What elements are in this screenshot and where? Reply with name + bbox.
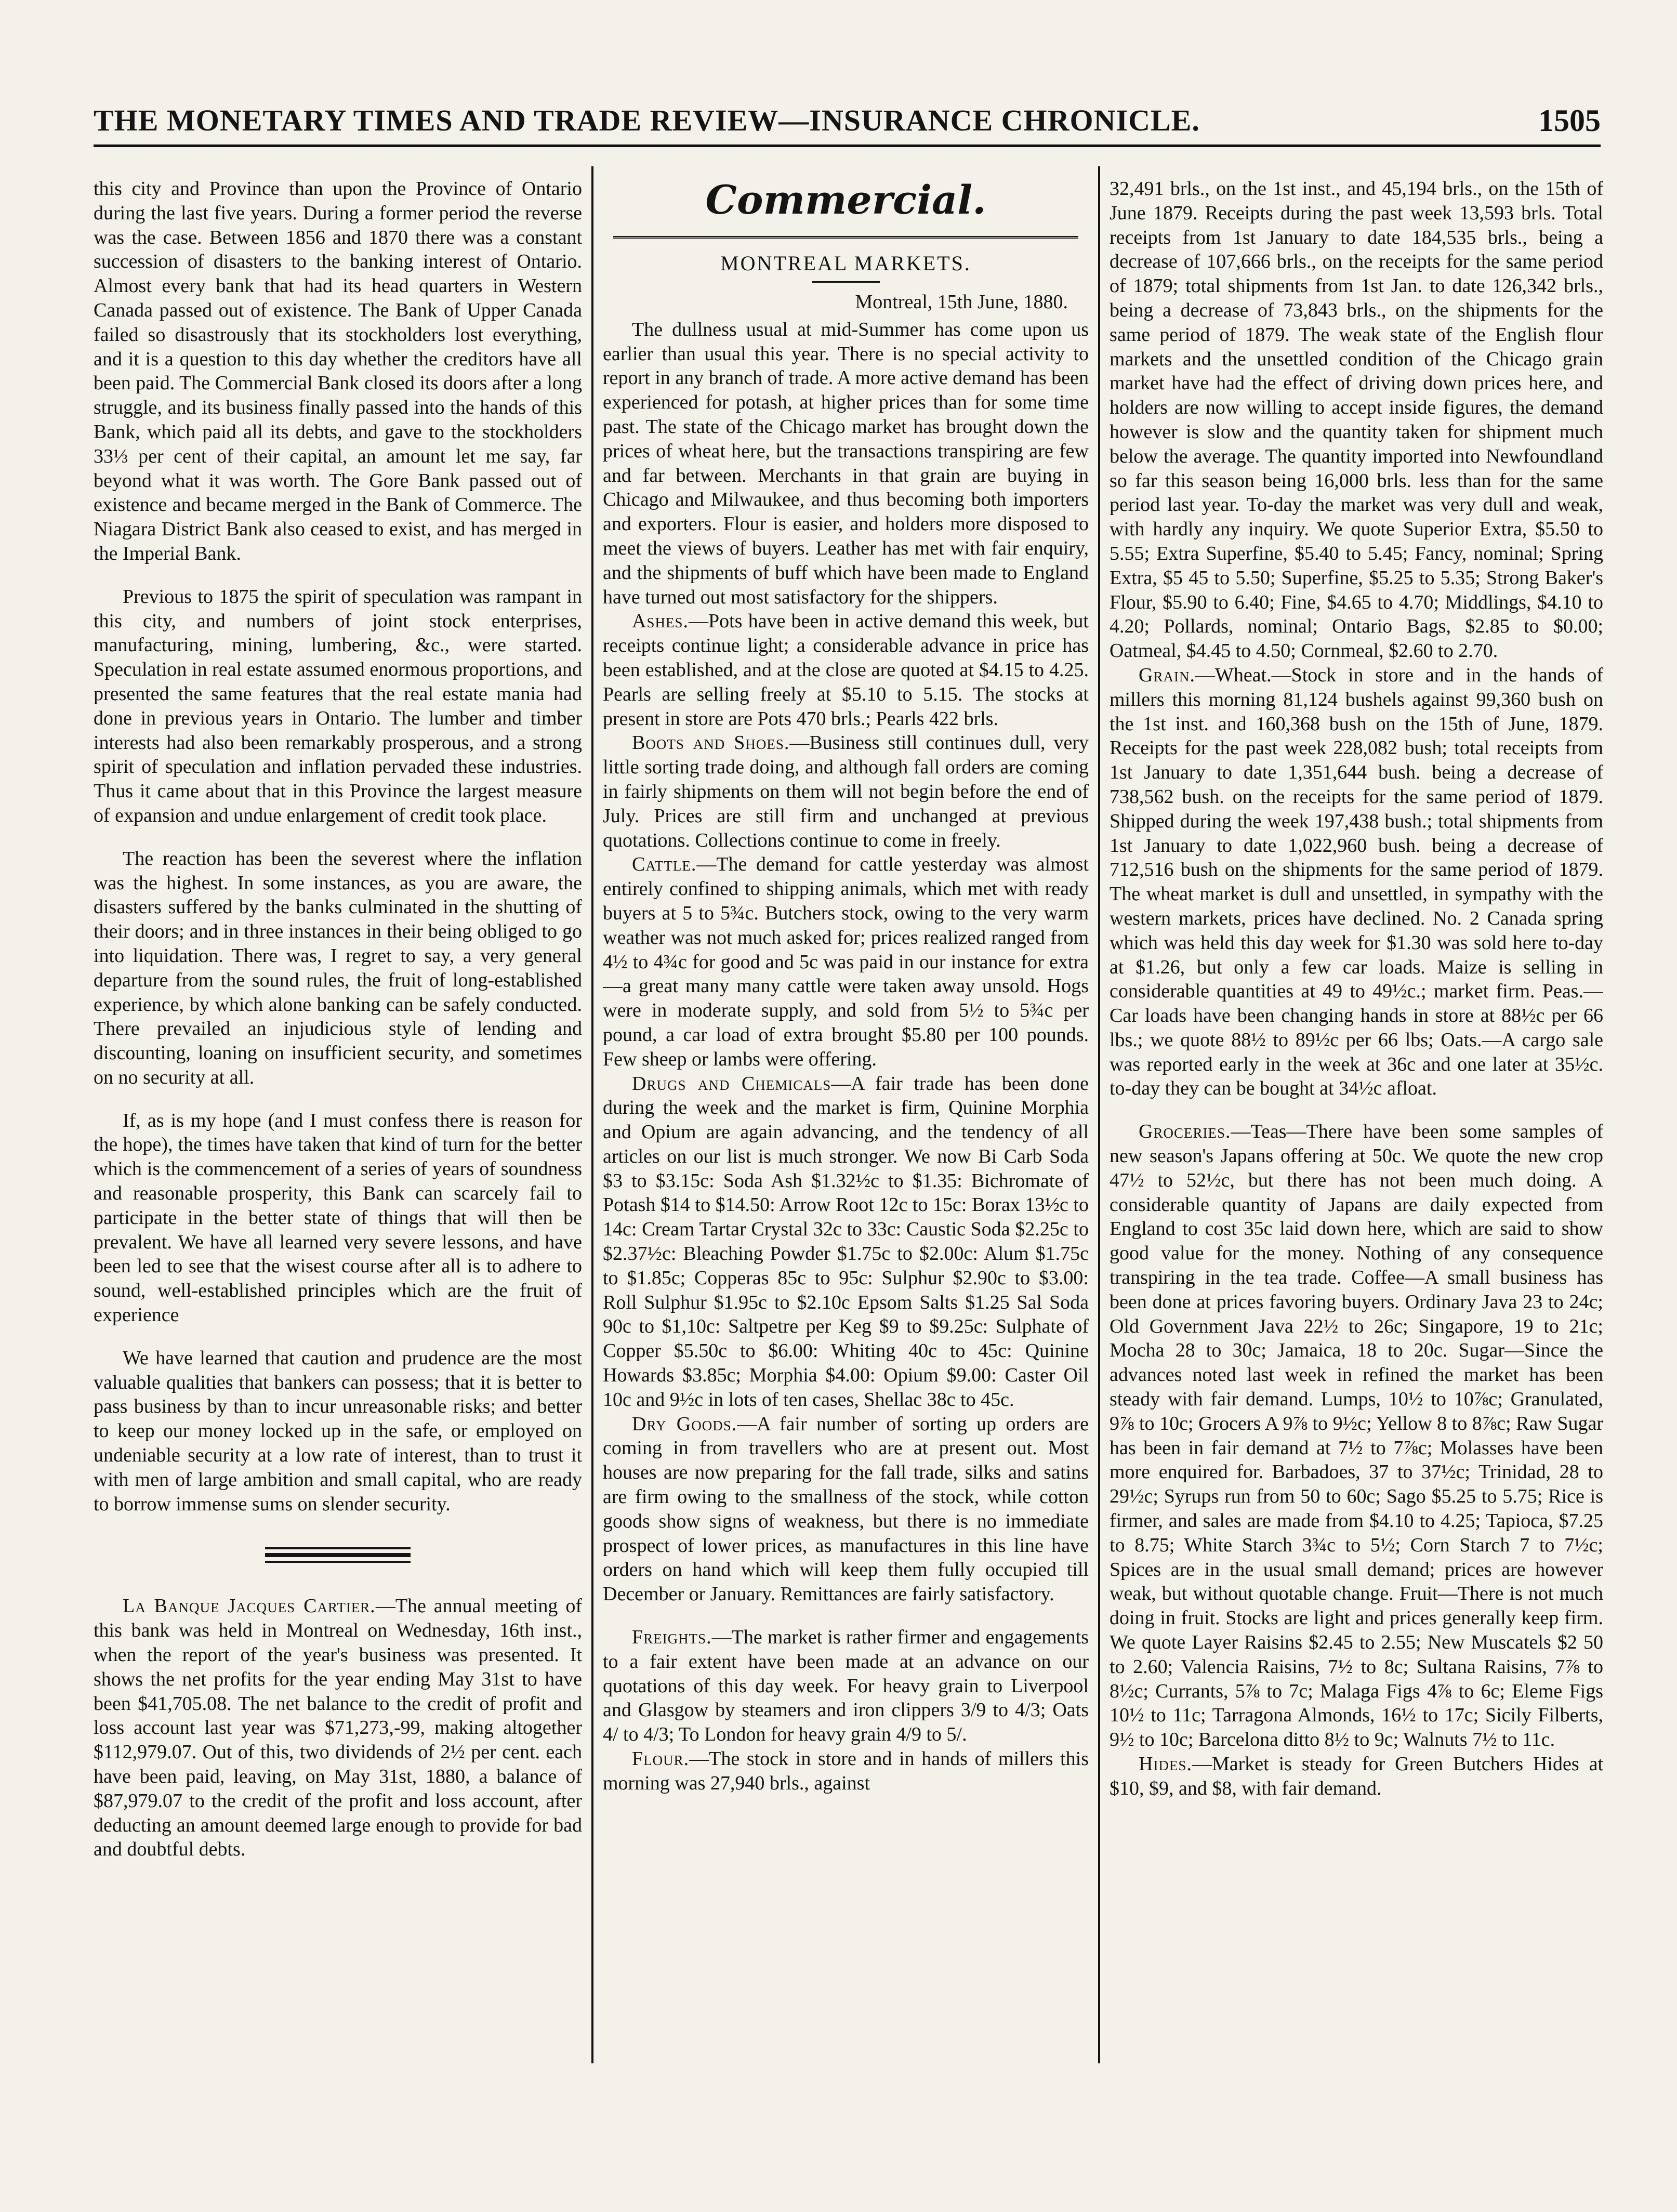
masthead-title: THE MONETARY TIMES AND TRADE REVIEW—INSURANCE CHRONICLE. — [94, 103, 1200, 137]
column-rule-right — [1098, 166, 1100, 2063]
cattle-text: —The demand for cattle yesterday was almost entirely confined to shipping animals, which met with ready buyers at 5 to 5¾c. Butchers stock, owing to the very warm weather was not much asked for; prices realized ranged from 4½ to 4¾c for good and 5c was paid in our instance for extra—a great many many cattle were taken away unsold. Hogs were in moderate supply, and sold from 5½ to 5¾c per pound, a car load of extra brought $5.80 per 100 pounds. Few sheep or lambs were offering. — [603, 853, 1089, 1070]
article-paragraph: We have learned that caution and prudence are the most valuable qualities that bankers can possess; that it is better to pass business by than to incur unreasonable risks; and better to keep our money locked up in the safe, or employed on undeniable security at a low rate of interest, than to trust it with men of large ambition and small capital, who are ready to borrow immense sums on slender security. — [94, 1347, 582, 1515]
groceries-paragraph — [1110, 1120, 1603, 1752]
boots-paragraph — [603, 731, 1089, 852]
freights-text: —The market is rather firmer and engagements to a fair extent have been made at an advance on our quotations of this day week. For heavy grain to Liverpool and Glasgow by steamers and iron clippers 3/9 to 4/3; Oats 4/ to 4/3; To London for heavy grain 4/9 to 5/. — [603, 1626, 1089, 1746]
page-number: 1505 — [1538, 103, 1601, 138]
flour-continued: 32,491 brls., on the 1st inst., and 45,194 brls., on the 15th of June 1879. Receipts during the past week 13,593 brls. Total receipts from 1st January to date 184,535 brls., being a decrease of 107,666 brls., on the receipts for the same period of 1879; total shipments from 1st Jan. to date 126,342 brls., being a decrease of 73,843 brls., on the shipments for the same period of 1879. The weak state of the English flour markets and the unsettled condition of the Chicago grain market have had the effect of driving down prices here, and holders are now willing to accept inside figures, the demand however is slow and the quantity taken for shipment much below the average. The quantity imported into Newfoundland so far this season being 16,000 brls. less than for the same period last year. To-day the market was very dull and weak, with hardly any inquiry. We quote Superior Extra, $5.50 to 5.55; Extra Superfine, $5.40 to 5.45; Fancy, nominal; Spring Extra, $5 45 to 5.50; Superfine, $5.25 to 5.35; Strong Baker's Flour, $5.90 to 6.40; Fine, $4.65 to 4.70; Middlings, $4.10 to 4.20; Pollards, nominal; Ontario Bags, $2.85 to $0.00; Oatmeal, $4.45 to 4.50; Cornmeal, $2.60 to 2.70. — [1110, 178, 1603, 662]
ashes-heading: Ashes. — [632, 610, 689, 633]
freights-paragraph — [603, 1625, 1089, 1747]
dry-goods-heading: Dry Goods. — [632, 1413, 737, 1435]
article-paragraph: The reaction has been the severest where the inflation was the highest. In some instances, as you are aware, the disasters suffered by the banks culminated in the shutting of their doors; and in three instances in their being obliged to go into liquidation. There was, I regret to say, a very general departure from the sound rules, the fruit of long-established experience, by which alone banking can be safely conducted. There prevailed an injudicious style of lending and discounting, loaning on insufficient security, and sometimes on no security at all. — [94, 847, 582, 1088]
groceries-heading: Groceries. — [1139, 1121, 1231, 1143]
intro-paragraph: The dullness usual at mid-Summer has come upon us earlier than usual this year. There is no special activity to report in any branch of trade. A more active demand has been experienced for potash, at higher prices than for some time past. The state of the Chicago market has brought down the prices of wheat here, but the transactions transpiring are few and far between. Merchants in that grain are buying in Chicago and Milwaukee, and thus becoming both importers and exporters. Flour is easier, and holders more disposed to meet the views of buyers. Leather has met with fair enquiry, and the shipments of buff which have been made to England have turned out most satisfactory for the shippers. — [603, 318, 1089, 608]
banque-article — [94, 1594, 582, 1862]
cattle-heading: Cattle. — [632, 853, 697, 876]
column-1 — [94, 177, 582, 2048]
column-2 — [603, 177, 1089, 2048]
flour-paragraph — [603, 1747, 1089, 1796]
article-paragraph: If, as is my hope (and I must confess there is reason for the hope), the times have taken that kind of turn for the better which is the commencement of a series of years of soundness and reasonable prosperity, this Bank can scarcely fail to participate in the better state of things that will then be prevalent. We have all learned very severe lessons, and have been led to see that the wisest course after all is to adhere to sound, well-established principles which are the fruit of experience — [94, 1109, 582, 1326]
section-title: Commercial. — [705, 177, 986, 223]
ashes-paragraph — [603, 609, 1089, 731]
drugs-heading: Drugs and Chemicals — [632, 1072, 831, 1095]
ashes-text: —Pots have been in active demand this week, but receipts continue light; a considerable advance in price has been established, and at the close are quoted at $4.15 to 4.25. Pearls are selling freely at $5.10 to 5.15. The stocks at present in store are Pots 470 brls.; Pearls 422 brls. — [603, 610, 1089, 730]
markets-heading: MONTREAL MARKETS. — [720, 252, 971, 275]
freights-heading: Freights. — [632, 1626, 712, 1649]
boots-heading: Boots and Shoes. — [632, 732, 790, 754]
section-divider — [265, 1547, 411, 1563]
groceries-text: —Teas—There have been some samples of new season's Japans offering at 50c. We quote the new crop 47½ to 52½c, but there has not been much doing. A considerable quantity of Japans are daily expected from England to cost 35c laid down here, which are said to show good value for the money. Nothing of any consequence transpiring in the tea trade. Coffee—A small business has been done at prices favoring buyers. Ordinary Java 23 to 24c; Old Government Java 22½ to 26c; Singapore, 19 to 21c; Mocha 28 to 30c; Jamaica, 18 to 20c. Sugar—Since the advances noted last week in refined the market has been steady with fair demand. Lumps, 10½ to 10⅞c; Granulated, 9⅞ to 10c; Grocers A 9⅞ to 9½c; Yellow 8 to 8⅞c; Raw Sugar has been in fair demand at 7½ to 7⅞c; Molasses have been more enquired for. Barbadoes, 37 to 37½c; Trinidad, 28 to 29½c; Syrups run from 50 to 60c; Sago $5.25 to 5.75; Rice is firmer, and sales are made from $4.10 to 4.25; Tapioca, $7.25 to 8.75; White Starch 3¾c to 5½; Corn Starch 7 to 7½c; Spices are in the usual small demand; prices are however weak, but without quotable change. Fruit—There is not much doing in fruit. Stocks are light and prices generally keep firm. We quote Layer Raisins $2.45 to 2.55; New Muscatels $2 50 to 2.60; Valencia Raisins, 7½ to 8c; Sultana Raisins, 7⅞ to 8½c; Currants, 5⅞ to 7c; Malaga Figs 4⅞ to 6c; Eleme Figs 10½ to 11c; Tarragona Almonds, 16½ to 17c; Sicily Filberts, 9½ to 10c; Barcelona ditto 8½ to 9c; Walnuts 7½ to 11c. — [1110, 1121, 1603, 1751]
grain-text: —Wheat.—Stock in store and in the hands of millers this morning 81,124 bushels against 99,360 bush on the 1st inst. and 160,368 bush on the 15th of June, 1879. Receipts for the past week 228,082 bush; total receipts from 1st January to date 1,351,644 bush. being a decrease of 738,562 bush. on the receipts for the same period of 1879. Shipped during the week 197,438 bush.; total shipments from 1st January to date 1,022,960 bush. being a decrease of 712,516 bush on the shipments for the same period of 1879. The wheat market is dull and unsettled, in sympathy with the western markets, prices have declined. No. 2 Canada spring which was held this day week for $1.30 was sold here to-day at $1.26, but only a few car loads. Maize is selling in considerable quantities at 49 to 49½c.; market firm. Peas.—Car loads have been changing hands in store at 88½c per 66 lbs.; we quote 88½ to 89½c per 66 lbs; Oats.—A cargo sale was reported early in the week at 36c and one later at 35½c. to-day they can be bought at 34½c afloat. — [1110, 664, 1603, 1100]
page-header — [94, 103, 1601, 147]
hides-heading: Hides. — [1139, 1753, 1192, 1775]
banque-heading: La Banque Jacques Cartier. — [123, 1595, 376, 1617]
dry-goods-text: —A fair number of sorting up orders are coming in from travellers who are at present out. Most houses are now preparing for the fall trade, silks and satins are firm owing to the smallness of the stock, while cotton goods show signs of weakness, but there is no immediate prospect of lower prices, as manufactures in this line have orders on hand which will keep them fully occupied till December or January. Remittances are fairly satisfactory. — [603, 1413, 1089, 1605]
drugs-paragraph — [603, 1072, 1089, 1412]
title-ornament-rule — [613, 227, 1078, 239]
article-paragraph: Previous to 1875 the spirit of speculation was rampant in this city, and numbers of joint stock enterprises, manufacturing, mining, lumbering, &c., were started. Speculation in real estate assumed enormous proportions, and presented the same features that the real estate mania had done in previous years in Ontario. The lumber and timber interests had also been remarkably prosperous, and a strong spirit of speculation and inflation pervaded these industries. Thus it came about that in this Province the largest measure of expansion and undue enlargement of credit took place. — [94, 585, 582, 826]
dateline: Montreal, 15th June, 1880. — [855, 291, 1068, 313]
column-rule-left — [591, 166, 593, 2063]
hides-text: —Market is steady for Green Butchers Hides at $10, $9, and $8, with fair demand. — [1110, 1753, 1603, 1799]
short-rule — [812, 281, 880, 283]
hides-paragraph — [1110, 1752, 1603, 1801]
grain-heading: Grain. — [1139, 664, 1195, 686]
column-3 — [1110, 177, 1603, 2048]
dry-goods-paragraph — [603, 1412, 1089, 1607]
drugs-text: —A fair trade has been done during the week and the market is firm, Quinine Morphia and Opium are again advancing, and the tendency of all articles on our list is much stronger. We now Bi Carb Soda $3 to $3.15c: Soda Ash $1.32½c to $1.35: Bichromate of Potash $14 to $14.50: Arrow Root 12c to 15c: Borax 13½c to 14c: Cream Tartar Crystal 32c to 33c: Caustic Soda $2.25c to $2.37½c: Bleaching Powder $1.75c to $2.00c: Alum $1.75c to $1.85c; Copperas 85c to 95c: Sulphur $2.90c to $3.00: Roll Sulphur $1.95c to $2.10c Epsom Salts $1.25 Sal Soda 90c to $1,10c: Saltpetre per Keg $9 to $9.25c: Sulphate of Copper $5.50c to $6.00: Whiting 40c to 45c: Quinine Howards $3.85c; Morphia $4.00: Opium $9.00: Caster Oil 10c and 9½c in lots of ten cases, Shellac 38c to 45c. — [603, 1072, 1089, 1411]
flour-text: —The stock in store and in hands of millers this morning was 27,940 brls., against — [603, 1748, 1089, 1794]
grain-paragraph — [1110, 663, 1603, 1101]
article-paragraph: this city and Province than upon the Province of Ontario during the last five years. During a former period the reverse was the case. Between 1856 and 1870 there was a constant succession of disasters to the banking interest of Ontario. Almost every bank that had its head quarters in Western Canada passed out of existence. The Bank of Upper Canada failed so disastrously that its stockholders lost everything, and it is a question to this day whether the creditors have all been paid. The Commercial Bank closed its doors after a long struggle, and its business finally passed into the hands of this Bank, which paid all its debts, and gave to the stockholders 33⅓ per cent of their capital, an amount let me say, far beyond what it was worth. The Gore Bank passed out of existence and became merged in the Bank of Commerce. The Niagara District Bank also ceased to exist, and has merged in the Imperial Bank. — [94, 178, 582, 564]
cattle-paragraph — [603, 852, 1089, 1071]
banque-text: —The annual meeting of this bank was held in Montreal on Wednesday, 16th inst., when the report of the year's business was presented. It shows the net profits for the year ending May 31st to have been $41,705.08. The net balance to the credit of profit and loss account last year was $71,273,-99, making altogether $112,979.07. Out of this, two dividends of 2½ per cent. each have been paid, leaving, on May 31st, 1880, a balance of $87,979.07 to the credit of the profit and loss account, after deducting an amount deemed large enough to provide for bad and doubtful debts. — [94, 1595, 582, 1861]
flour-heading: Flour. — [632, 1748, 690, 1770]
boots-text: —Business still continues dull, very little sorting trade doing, and although fall orders are coming in fairly shipments on them will not begin before the end of July. Prices are still firm and unchanged at previous quotations. Collections continue to come in freely. — [603, 732, 1089, 851]
